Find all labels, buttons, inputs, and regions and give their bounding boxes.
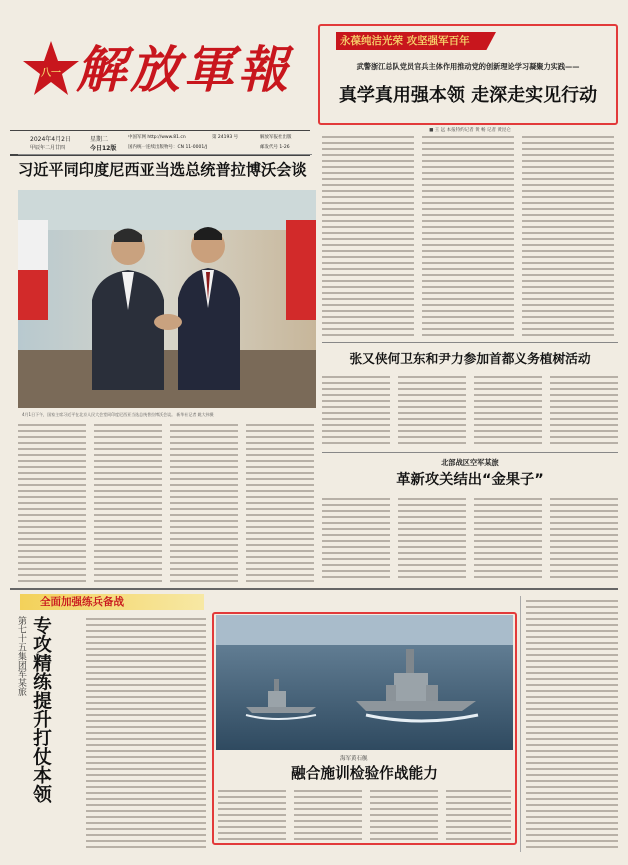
story3-headline: 革新攻关结出“金果子” xyxy=(396,472,544,488)
masthead-weekday: 星期二 xyxy=(90,136,109,143)
lead-photo xyxy=(18,190,316,408)
masthead-date: 2024年4月2日 xyxy=(30,136,71,143)
masthead xyxy=(10,10,310,170)
story3-body xyxy=(322,498,618,582)
masthead-cn: 国内统一连续出版物号：CN 11-0001/J xyxy=(128,145,208,150)
masthead-code: 第 24193 号 xyxy=(212,135,239,140)
bottom-photo-caption: 海军黄石舰 xyxy=(340,756,368,762)
bottom-story-body xyxy=(218,790,511,840)
masthead-post: 邮发代号 1-26 xyxy=(260,145,290,150)
column-body xyxy=(86,618,206,852)
story2-headline: 张又侠何卫东和尹力参加首都义务植树活动 xyxy=(349,351,591,366)
story3-rule xyxy=(322,452,618,453)
bottom-section-rule xyxy=(10,588,618,590)
story3-kicker: 北部战区空军某旅 xyxy=(441,458,499,467)
masthead-rule-top xyxy=(10,130,310,131)
masthead-website: 中国军网 http://www.81.cn xyxy=(128,135,186,140)
column-headline: 专攻精练提升打仗本领 xyxy=(30,616,51,803)
star-emblem-icon xyxy=(20,38,82,100)
lead-headline: 习近平同印度尼西亚当选总统普拉博沃会谈 xyxy=(18,161,307,179)
handshake-photo-icon xyxy=(18,190,316,408)
masthead-title: 解放軍報 xyxy=(76,40,292,99)
top-story-kicker: 武警浙江总队党员官兵主体作用推动党的创新理论学习凝聚力实践—— xyxy=(356,62,580,71)
masthead-issue: 今日12版 xyxy=(90,145,117,152)
top-story-headline: 真学真用强本领 走深走实见行动 xyxy=(338,85,598,106)
story2-body xyxy=(322,376,618,444)
lead-photo-caption: 4月1日下午，国家主席习近平在北京人民大会堂同印度尼西亚当选总统普拉博沃会谈。 新华社记者 姚大伟摄 xyxy=(22,412,214,417)
top-story-banner-label: 永葆纯洁光荣 攻坚强军百年 xyxy=(340,35,470,47)
bottom-story-headline: 融合施训检验作战能力 xyxy=(291,765,438,782)
masthead-publisher: 解放军报社出版 xyxy=(260,135,292,140)
top-story-byline: ■ 王 远 本报特约记者 黄 畅 记者 黄昆仑 xyxy=(429,128,511,133)
right-column-body xyxy=(526,600,618,852)
masthead-lunar: 甲辰年二月廿四 xyxy=(30,145,66,151)
warship-photo-icon xyxy=(216,615,513,750)
svg-text:八一: 八一 xyxy=(41,68,61,79)
lead-rule xyxy=(18,154,312,155)
story2-rule xyxy=(322,342,618,343)
ship-photo xyxy=(216,615,513,750)
right-column-rule xyxy=(520,596,521,852)
column-banner-label: 全面加强练兵备战 xyxy=(40,596,124,608)
top-story-body xyxy=(322,136,618,336)
column-side-caption: 第七十五集团军某旅 xyxy=(16,616,26,697)
lead-body xyxy=(18,424,316,584)
